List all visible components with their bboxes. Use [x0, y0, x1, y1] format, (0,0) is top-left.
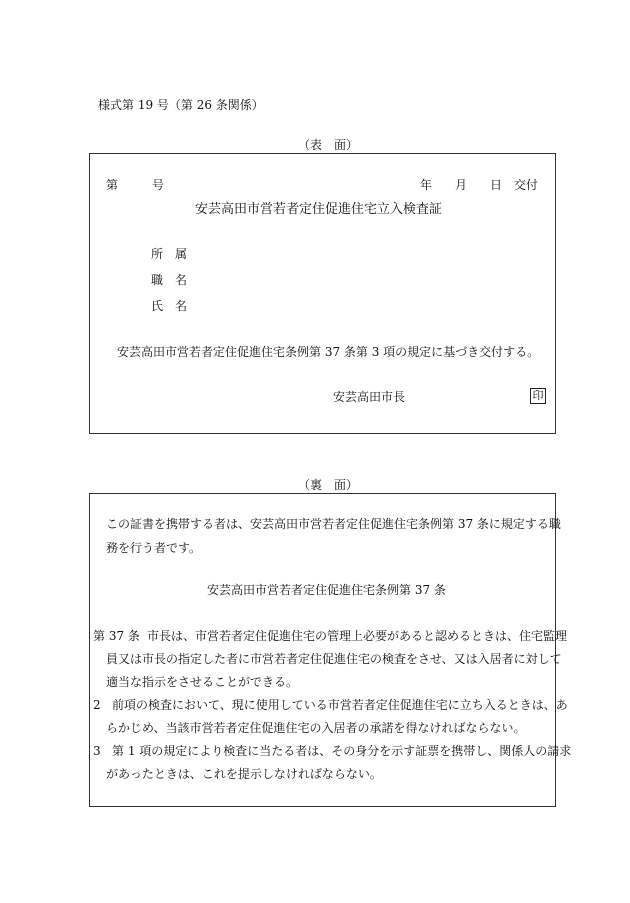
clause-2-line-2: らかじめ、当該市営若者定住促進住宅の入居者の承諾を得なければならない。: [106, 721, 526, 735]
date-issued: 交付: [514, 178, 539, 192]
clause-3-line-1: 第 1 項の規定により検査に当たる者は、その身分を示す証票を携帯し、関係人の請求: [112, 744, 572, 758]
clause-2-line-1: 前項の検査において、現に使用している市営若者定住促進住宅に立ち入るときは、あ: [112, 698, 568, 712]
issuer-name: 安芸高田市長: [333, 390, 406, 404]
front-side-label: （表 面）: [298, 138, 359, 152]
certificate-title: 安芸高田市営若者定住促進住宅立入検査証: [195, 202, 443, 217]
front-card: [89, 153, 556, 434]
intro-line-1: この証書を携帯する者は、安芸高田市営若者定住促進住宅条例第 37 条に規定する職: [106, 517, 561, 531]
field-position-label: 職 名: [151, 273, 188, 287]
issuance-statement: 安芸高田市営若者定住促進住宅条例第 37 条第 3 項の規定に基づき交付する。: [117, 345, 540, 359]
article-1-line-2: 員又は市長の指定した者に市営若者定住促進住宅の検査をさせ、又は入居者に対して: [106, 652, 562, 666]
intro-line-2: 務を行う者です。: [106, 541, 202, 555]
form-number: 様式第 19 号（第 26 条関係）: [98, 98, 264, 112]
certificate-number-suffix: 号: [152, 178, 165, 192]
article-1-line-1: 市長は、市営若者定住促進住宅の管理上必要があると認めるときは、住宅監理: [147, 629, 568, 643]
article-1-line-3: 適当な指示をさせることができる。: [106, 675, 299, 689]
certificate-number-prefix: 第: [106, 178, 119, 192]
clause-3-number: 3: [93, 744, 101, 758]
clause-2-number: 2: [93, 698, 101, 712]
date-month: 月: [455, 178, 468, 192]
back-side-label: （裏 面）: [298, 478, 359, 492]
date-day: 日: [490, 178, 503, 192]
ordinance-title: 安芸高田市営若者定住促進住宅条例第 37 条: [207, 583, 446, 597]
article-label: 第 37 条: [93, 629, 140, 643]
seal-stamp: 印: [530, 388, 546, 404]
field-name-label: 氏 名: [151, 299, 188, 313]
clause-3-line-2: があったときは、これを提示しなければならない。: [106, 767, 382, 781]
field-affiliation-label: 所 属: [151, 247, 188, 261]
date-year: 年: [420, 178, 433, 192]
